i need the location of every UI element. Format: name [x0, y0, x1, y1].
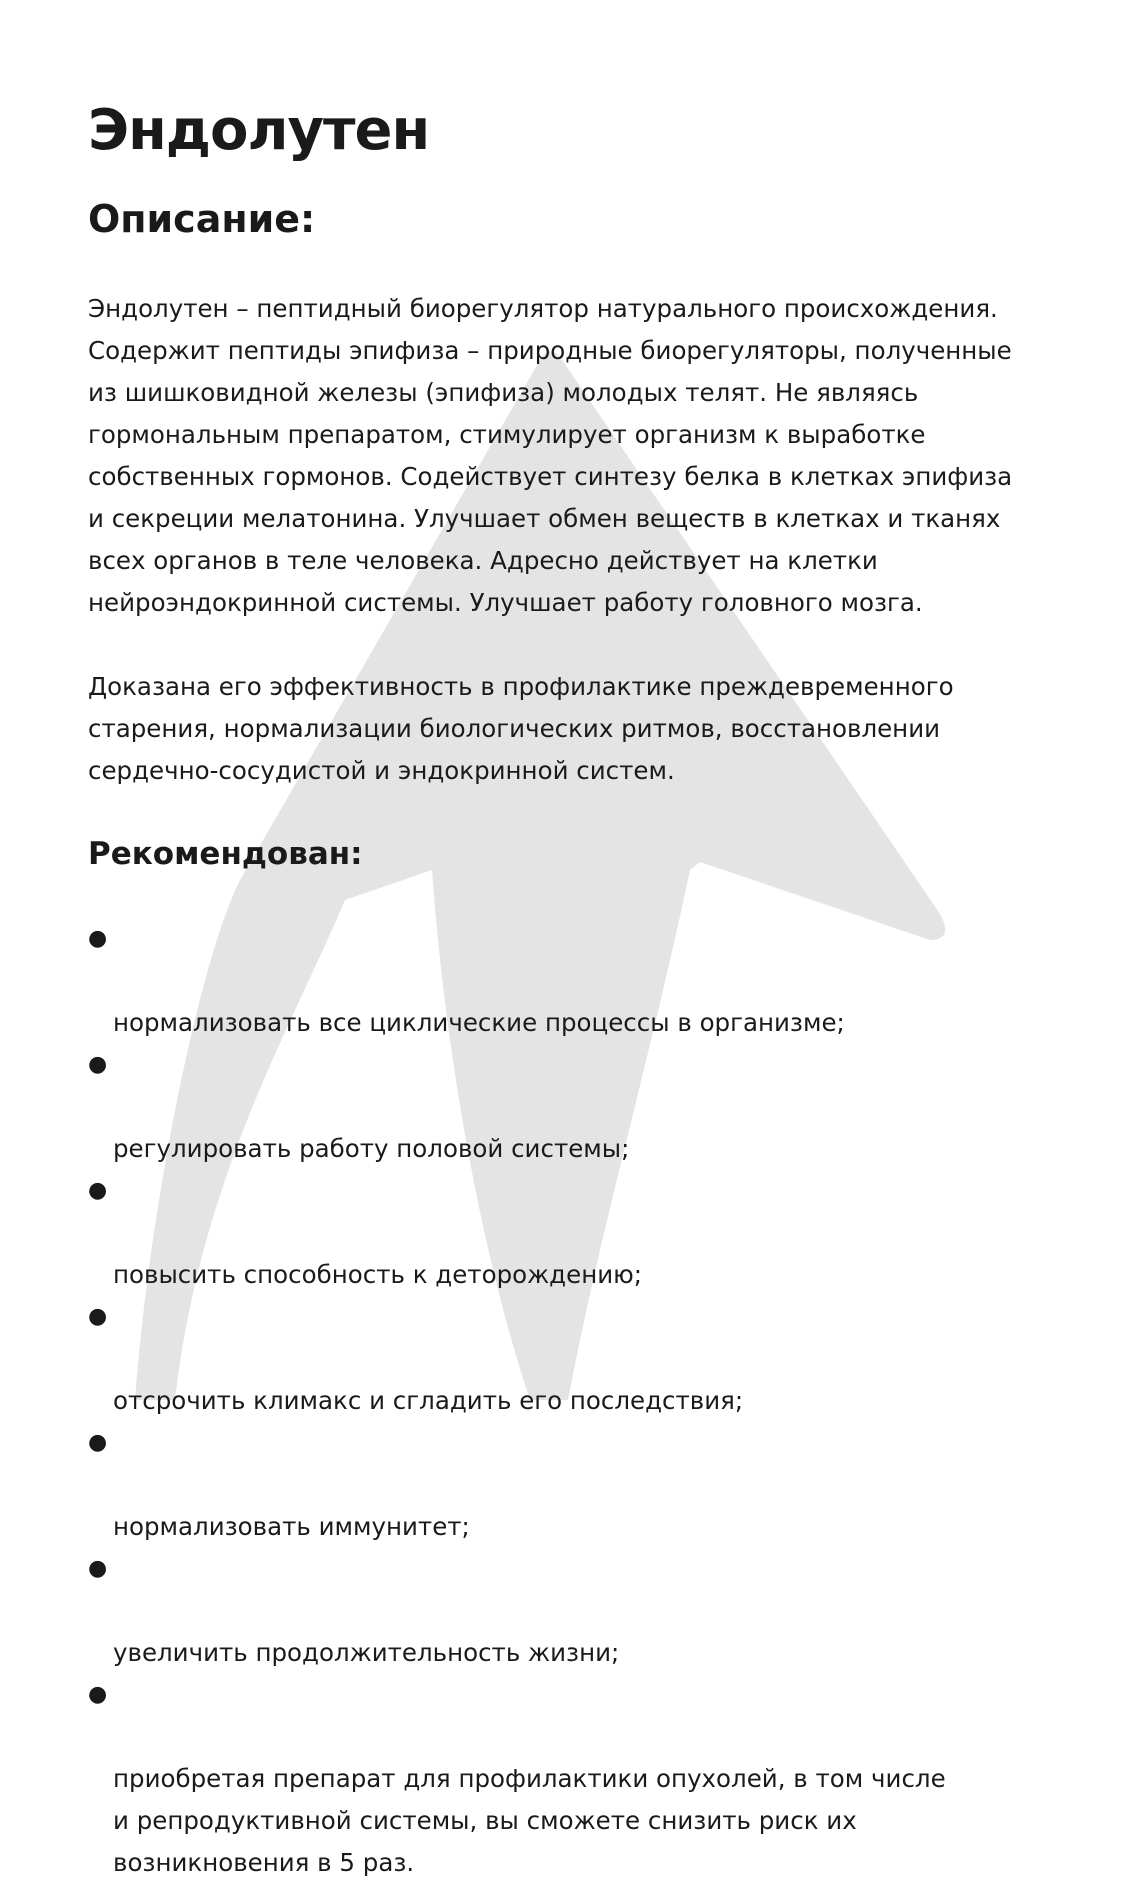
list-item-text: нормализовать все циклические процессы в организме;: [113, 1008, 845, 1037]
bullet-icon: ●: [88, 1430, 108, 1455]
bullet-icon: ●: [88, 1052, 108, 1077]
list-item-text: приобретая препарат для профилактики опухолей, в том числе и репродуктивной системы, вы сможете снизить риск их возникновения в 5 раз.: [113, 1764, 946, 1877]
list-item: [88, 1422, 1048, 1548]
bullet-icon: ●: [88, 1682, 108, 1707]
bullet-icon: ●: [88, 926, 108, 951]
list-item: [88, 1044, 1048, 1170]
bullet-icon: ●: [88, 1556, 108, 1581]
list-item-text: регулировать работу половой системы;: [113, 1134, 630, 1163]
list-item-text: увеличить продолжительность жизни;: [113, 1638, 620, 1667]
list-item-text: нормализовать иммунитет;: [113, 1512, 470, 1541]
list-item-text: отсрочить климакс и сгладить его последствия;: [113, 1386, 744, 1415]
description-paragraph-1: Эндолутен – пептидный биорегулятор натурального происхождения. Содержит пептиды эпифиза – природные биорегуляторы, полученные из шишковидной железы (эпифиза) молодых телят. Не являясь гормональным препаратом, стимулирует организм к выработке собственных гормонов. Содействует синтезу белка в клетках эпифиза и секреции мелатонина. Улучшает обмен веществ в клетках и тканях всех органов в теле человека. Адресно действует на клетки нейроэндокринной системы. Улучшает работу головного мозга.: [88, 294, 1013, 617]
list-item: [88, 1296, 1048, 1422]
description-heading: Описание:: [88, 197, 316, 241]
list-item-text: повысить способность к деторождению;: [113, 1260, 643, 1289]
list-item: [88, 1548, 1048, 1674]
list-item: [88, 918, 1048, 1044]
bullet-icon: ●: [88, 1304, 108, 1329]
description-paragraph-2: Доказана его эффективность в профилактике преждевременного старения, нормализации биологических ритмов, восстановлении сердечно-сосудистой и эндокринной систем.: [88, 672, 954, 785]
bullet-icon: ●: [88, 1178, 108, 1203]
list-item: [88, 1170, 1048, 1296]
list-item: [88, 1674, 1048, 1884]
recommended-heading: Рекомендован:: [88, 836, 363, 872]
page-title: Эндолутен: [88, 98, 430, 163]
recommended-list: [88, 918, 1048, 1884]
